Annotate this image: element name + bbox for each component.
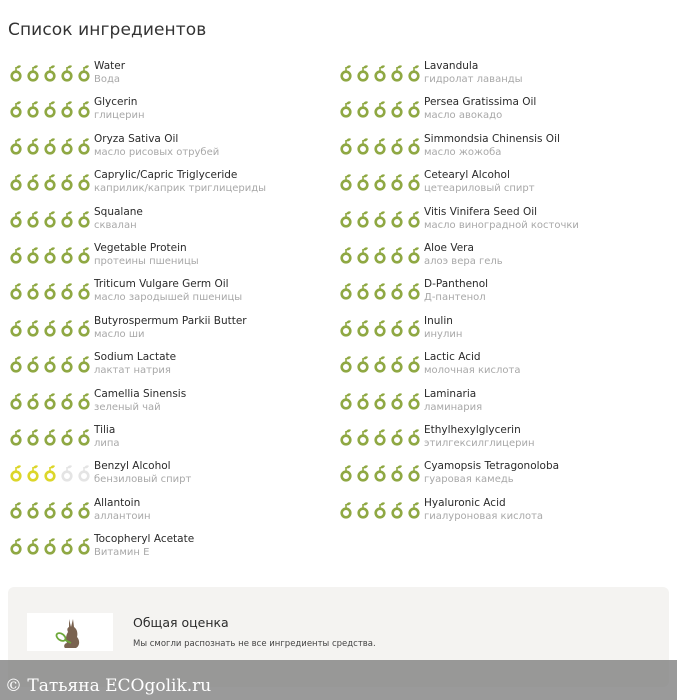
safety-rating <box>338 173 424 193</box>
ingredient-row <box>338 242 668 278</box>
leaf-rating-icon <box>76 137 92 157</box>
safety-rating <box>338 246 424 266</box>
leaf-rating-icon <box>8 501 24 521</box>
ingredient-row <box>8 96 338 132</box>
leaf-rating-icon <box>372 100 388 120</box>
leaf-rating-icon <box>389 246 405 266</box>
ingredient-translation: гуаровая камедь <box>424 474 514 486</box>
leaf-rating-icon <box>8 428 24 448</box>
leaf-rating-icon <box>406 210 422 230</box>
leaf-rating-icon <box>338 501 354 521</box>
safety-rating <box>8 137 94 157</box>
safety-rating <box>338 392 424 412</box>
leaf-rating-icon <box>338 355 354 375</box>
leaf-rating-icon <box>42 64 58 84</box>
ingredient-translation: гидролат лаванды <box>424 74 523 85</box>
ingredient-name: D-Panthenol <box>424 278 489 291</box>
leaf-rating-icon <box>8 210 24 230</box>
leaf-rating-icon <box>355 282 371 302</box>
ingredient-name: Triticum Vulgare Germ Oil <box>94 278 229 291</box>
leaf-rating-icon <box>76 210 92 230</box>
safety-rating <box>338 282 424 302</box>
leaf-rating-icon <box>8 319 24 339</box>
leaf-rating-icon <box>76 537 92 557</box>
ingredient-name: Inulin <box>424 314 453 327</box>
leaf-rating-icon <box>355 464 371 484</box>
leaf-rating-icon <box>25 464 41 484</box>
leaf-rating-icon <box>338 64 354 84</box>
leaf-rating-icon <box>389 210 405 230</box>
ingredient-name: Simmondsia Chinensis Oil <box>424 132 560 145</box>
leaf-rating-icon <box>355 173 371 193</box>
ingredient-row <box>338 388 668 424</box>
ingredient-translation: молочная кислота <box>424 365 521 377</box>
leaf-rating-icon <box>25 392 41 412</box>
ingredient-name: Vegetable Protein <box>94 241 187 254</box>
leaf-rating-icon <box>25 319 41 339</box>
ingredient-name: Persea Gratissima Oil <box>424 96 537 109</box>
ingredient-name: Lavandula <box>424 60 479 72</box>
ingredient-name: Tilia <box>94 423 116 436</box>
safety-rating <box>8 246 94 266</box>
ingredient-row <box>338 206 668 242</box>
safety-rating <box>338 428 424 448</box>
ingredient-row <box>8 315 338 351</box>
ingredient-row <box>8 460 338 496</box>
safety-rating <box>8 64 94 84</box>
leaf-rating-icon <box>25 246 41 266</box>
leaf-rating-icon <box>389 173 405 193</box>
ingredient-name: Water <box>94 60 126 72</box>
leaf-rating-icon <box>355 392 371 412</box>
leaf-rating-icon <box>355 64 371 84</box>
ingredient-translation: липа <box>94 437 120 449</box>
ingredient-row <box>8 278 338 314</box>
leaf-rating-icon <box>406 428 422 448</box>
leaf-rating-icon <box>389 137 405 157</box>
leaf-rating-icon <box>355 100 371 120</box>
ingredient-translation: алоэ вера гель <box>424 255 503 267</box>
ingredient-name: Laminaria <box>424 387 477 400</box>
leaf-rating-icon <box>406 355 422 375</box>
leaf-rating-icon <box>59 210 75 230</box>
leaf-rating-icon <box>25 64 41 84</box>
leaf-rating-icon <box>8 392 24 412</box>
ingredient-name: Sodium Lactate <box>94 351 177 364</box>
ingredient-name: Cyamopsis Tetragonoloba <box>424 460 560 473</box>
safety-rating <box>338 137 424 157</box>
leaf-rating-icon <box>389 501 405 521</box>
leaf-rating-icon <box>42 100 58 120</box>
leaf-rating-icon <box>372 282 388 302</box>
leaf-rating-icon <box>76 319 92 339</box>
safety-rating <box>338 319 424 339</box>
ingredient-translation: Витамин Е <box>94 547 150 559</box>
safety-rating <box>8 392 94 412</box>
ingredient-row <box>8 133 338 169</box>
leaf-rating-icon <box>8 64 24 84</box>
ingredient-name: Benzyl Alcohol <box>94 460 171 473</box>
leaf-rating-icon <box>355 501 371 521</box>
leaf-rating-icon <box>355 428 371 448</box>
leaf-rating-icon <box>372 501 388 521</box>
safety-rating <box>338 100 424 120</box>
leaf-rating-icon <box>355 137 371 157</box>
leaf-rating-icon <box>338 319 354 339</box>
leaf-rating-icon <box>25 137 41 157</box>
leaf-rating-icon <box>76 173 92 193</box>
leaf-rating-icon <box>406 246 422 266</box>
leaf-rating-icon <box>406 64 422 84</box>
ingredient-translation: этилгексилглицерин <box>424 437 535 449</box>
ingredient-translation: цетеариловый спирт <box>424 183 535 195</box>
ingredient-row <box>338 133 668 169</box>
leaf-rating-icon <box>8 464 24 484</box>
safety-rating <box>8 282 94 302</box>
leaf-rating-icon <box>355 319 371 339</box>
ingredient-row <box>338 169 668 205</box>
leaf-rating-icon <box>372 246 388 266</box>
leaf-rating-icon <box>8 173 24 193</box>
leaf-rating-icon <box>59 319 75 339</box>
leaf-rating-icon <box>389 392 405 412</box>
leaf-rating-icon <box>338 100 354 120</box>
leaf-rating-icon <box>59 464 75 484</box>
leaf-rating-icon <box>76 100 92 120</box>
leaf-rating-icon <box>8 282 24 302</box>
leaf-rating-icon <box>372 392 388 412</box>
ingredient-row <box>338 351 668 387</box>
ingredient-translation: масло рисовых отрубей <box>94 146 220 158</box>
safety-rating <box>8 464 94 484</box>
leaf-rating-icon <box>76 355 92 375</box>
ingredient-row <box>8 497 338 533</box>
leaf-rating-icon <box>389 464 405 484</box>
leaf-rating-icon <box>25 501 41 521</box>
leaf-rating-icon <box>8 137 24 157</box>
leaf-rating-icon <box>59 100 75 120</box>
safety-rating <box>338 501 424 521</box>
leaf-rating-icon <box>372 464 388 484</box>
ingredient-translation: инулин <box>424 328 463 340</box>
ingredient-row <box>8 169 338 205</box>
ingredient-translation: масло зародышей пшеницы <box>94 292 243 304</box>
ingredient-name: Allantoin <box>94 496 141 509</box>
leaf-rating-icon <box>42 537 58 557</box>
ingredient-name: Vitis Vinifera Seed Oil <box>424 205 538 218</box>
ingredient-translation: каприлик/каприк триглицериды <box>94 183 267 195</box>
leaf-rating-icon <box>59 392 75 412</box>
leaf-rating-icon <box>42 173 58 193</box>
leaf-rating-icon <box>25 173 41 193</box>
ingredient-translation: Вода <box>94 74 121 85</box>
leaf-rating-icon <box>389 64 405 84</box>
leaf-rating-icon <box>76 428 92 448</box>
leaf-rating-icon <box>338 210 354 230</box>
leaf-rating-icon <box>76 392 92 412</box>
watermark-text: © Татьяна ECOgolik.ru <box>5 676 212 696</box>
leaf-rating-icon <box>42 210 58 230</box>
ingredient-row <box>8 388 338 424</box>
leaf-rating-icon <box>389 428 405 448</box>
leaf-rating-icon <box>42 501 58 521</box>
ingredient-row <box>8 424 338 460</box>
leaf-rating-icon <box>25 355 41 375</box>
safety-rating <box>8 319 94 339</box>
ingredient-translation: гиалуроновая кислота <box>424 510 544 522</box>
leaf-rating-icon <box>76 64 92 84</box>
leaf-rating-icon <box>355 210 371 230</box>
summary-text: Мы смогли распознать не все ингредиенты средства. <box>133 639 376 649</box>
leaf-rating-icon <box>355 355 371 375</box>
ingredient-translation: сквалан <box>94 219 137 231</box>
safety-rating <box>338 355 424 375</box>
safety-rating <box>8 355 94 375</box>
ingredient-list-left <box>8 60 338 569</box>
ingredient-name: Aloe Vera <box>424 241 474 254</box>
safety-rating <box>8 210 94 230</box>
leaf-rating-icon <box>59 137 75 157</box>
safety-rating <box>8 501 94 521</box>
leaf-rating-icon <box>406 137 422 157</box>
leaf-rating-icon <box>372 319 388 339</box>
ingredient-translation: лактат натрия <box>94 365 171 377</box>
leaf-rating-icon <box>42 319 58 339</box>
leaf-rating-icon <box>406 173 422 193</box>
leaf-rating-icon <box>355 246 371 266</box>
leaf-rating-icon <box>338 392 354 412</box>
leaf-rating-icon <box>76 246 92 266</box>
safety-rating <box>8 100 94 120</box>
leaf-rating-icon <box>25 100 41 120</box>
leaf-rating-icon <box>406 501 422 521</box>
leaf-rating-icon <box>372 210 388 230</box>
summary-title: Общая оценка <box>133 615 229 630</box>
leaf-rating-icon <box>372 355 388 375</box>
ingredient-name: Glycerin <box>94 96 138 109</box>
leaf-rating-icon <box>59 282 75 302</box>
leaf-rating-icon <box>25 428 41 448</box>
leaf-rating-icon <box>8 537 24 557</box>
ingredient-list-right <box>338 60 668 533</box>
ingredient-name: Hyaluronic Acid <box>424 496 506 509</box>
leaf-rating-icon <box>406 319 422 339</box>
ingredient-name: Tocopheryl Acetate <box>94 533 195 546</box>
ingredient-row <box>338 497 668 533</box>
ingredient-row <box>8 60 338 96</box>
safety-rating <box>8 173 94 193</box>
leaf-rating-icon <box>76 501 92 521</box>
ingredient-name: Camellia Sinensis <box>94 387 187 400</box>
leaf-rating-icon <box>59 428 75 448</box>
leaf-rating-icon <box>42 137 58 157</box>
ingredient-row <box>8 351 338 387</box>
ingredient-translation: масло жожоба <box>424 146 502 158</box>
ingredient-name: Oryza Sativa Oil <box>94 132 179 145</box>
ingredient-row <box>338 278 668 314</box>
leaf-rating-icon <box>42 428 58 448</box>
leaf-rating-icon <box>76 282 92 302</box>
leaf-rating-icon <box>59 355 75 375</box>
ingredient-name: Ethylhexylglycerin <box>424 423 521 436</box>
leaf-rating-icon <box>338 282 354 302</box>
ingredient-row <box>338 424 668 460</box>
ingredient-name: Cetearyl Alcohol <box>424 169 510 182</box>
leaf-rating-icon <box>338 246 354 266</box>
leaf-rating-icon <box>406 464 422 484</box>
ingredient-translation: аллантоин <box>94 510 151 522</box>
ingredient-translation: протеины пшеницы <box>94 255 199 267</box>
ingredient-translation: бензиловый спирт <box>94 474 192 486</box>
ingredient-row <box>338 96 668 132</box>
leaf-rating-icon <box>59 537 75 557</box>
leaf-rating-icon <box>372 137 388 157</box>
leaf-rating-icon <box>76 464 92 484</box>
leaf-rating-icon <box>8 246 24 266</box>
leaf-rating-icon <box>42 392 58 412</box>
ingredient-translation: глицерин <box>94 110 145 122</box>
leaf-rating-icon <box>338 464 354 484</box>
leaf-rating-icon <box>59 173 75 193</box>
leaf-rating-icon <box>406 100 422 120</box>
ingredient-name: Squalane <box>94 205 143 218</box>
leaf-rating-icon <box>8 100 24 120</box>
ingredient-translation: масло авокадо <box>424 110 503 122</box>
rabbit-logo <box>27 613 113 651</box>
leaf-rating-icon <box>406 282 422 302</box>
ingredient-name: Lactic Acid <box>424 351 481 364</box>
leaf-rating-icon <box>389 282 405 302</box>
page-title: Список ингредиентов <box>8 20 207 40</box>
leaf-rating-icon <box>389 319 405 339</box>
ingredient-row <box>8 206 338 242</box>
leaf-rating-icon <box>338 428 354 448</box>
leaf-rating-icon <box>42 246 58 266</box>
ingredient-name: Caprylic/Capric Triglyceride <box>94 169 238 182</box>
leaf-rating-icon <box>42 464 58 484</box>
leaf-rating-icon <box>59 246 75 266</box>
ingredient-row <box>338 460 668 496</box>
leaf-rating-icon <box>372 173 388 193</box>
ingredient-translation: масло виноградной косточки <box>424 219 579 231</box>
ingredient-row <box>8 533 338 569</box>
ingredient-name: Butyrospermum Parkii Butter <box>94 314 247 327</box>
ingredient-translation: Д-пантенол <box>424 292 486 304</box>
rabbit-magnifier-icon <box>27 613 113 651</box>
safety-rating <box>338 210 424 230</box>
ingredient-row <box>338 315 668 351</box>
ingredient-translation: ламинария <box>424 401 483 413</box>
leaf-rating-icon <box>338 137 354 157</box>
leaf-rating-icon <box>42 282 58 302</box>
leaf-rating-icon <box>8 355 24 375</box>
leaf-rating-icon <box>25 537 41 557</box>
leaf-rating-icon <box>372 64 388 84</box>
leaf-rating-icon <box>42 355 58 375</box>
ingredient-row <box>338 60 668 96</box>
leaf-rating-icon <box>59 501 75 521</box>
ingredient-translation: зеленый чай <box>94 401 161 413</box>
safety-rating <box>338 464 424 484</box>
leaf-rating-icon <box>406 392 422 412</box>
safety-rating <box>338 64 424 84</box>
leaf-rating-icon <box>59 64 75 84</box>
leaf-rating-icon <box>338 173 354 193</box>
leaf-rating-icon <box>389 100 405 120</box>
ingredient-row <box>8 242 338 278</box>
ingredient-translation: масло ши <box>94 328 145 340</box>
leaf-rating-icon <box>25 282 41 302</box>
safety-rating <box>8 537 94 557</box>
leaf-rating-icon <box>372 428 388 448</box>
leaf-rating-icon <box>389 355 405 375</box>
leaf-rating-icon <box>25 210 41 230</box>
safety-rating <box>8 428 94 448</box>
